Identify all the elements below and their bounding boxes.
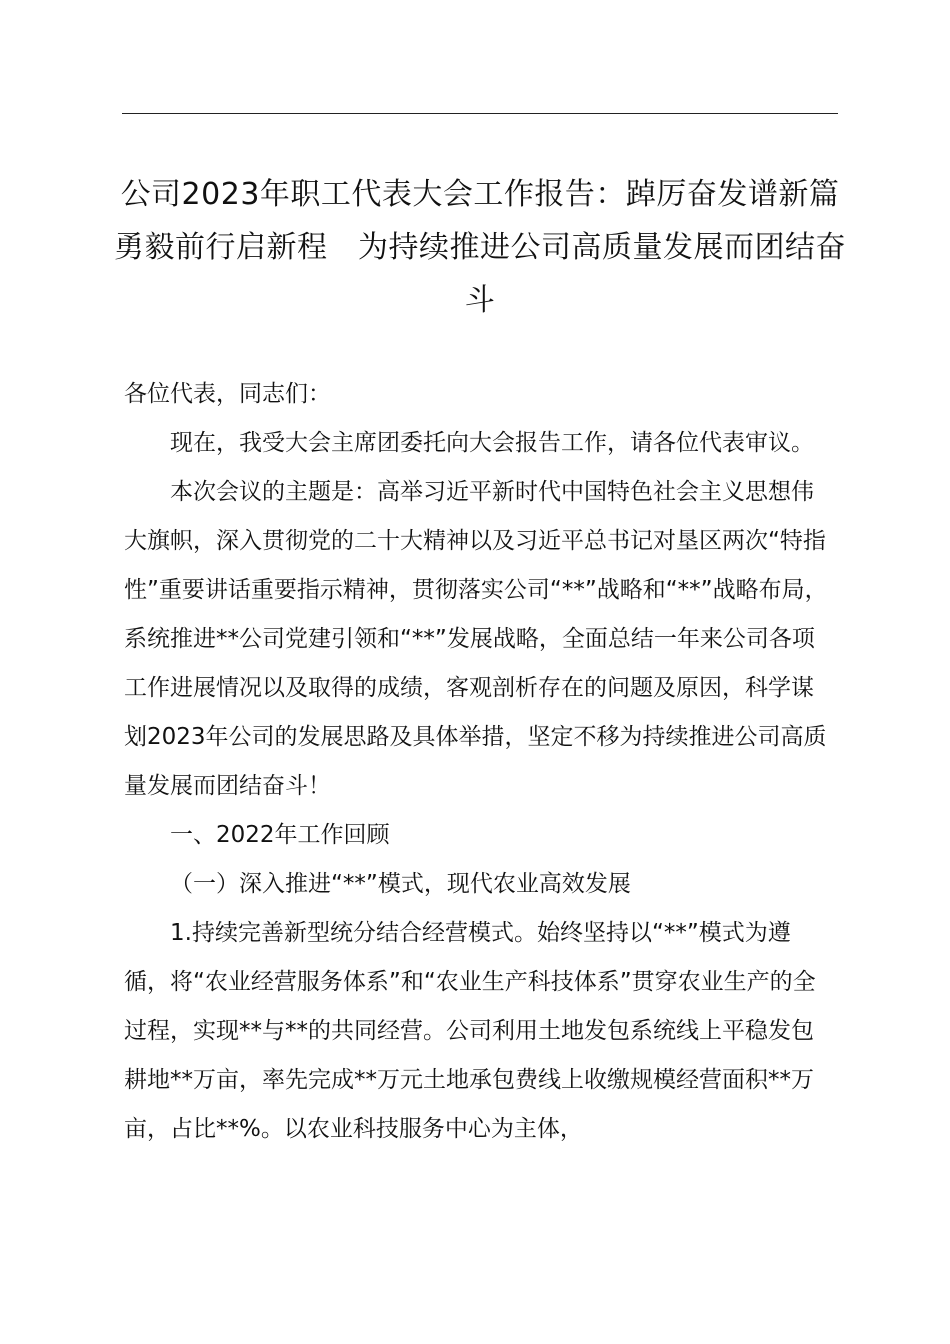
salutation: 各位代表，同志们： <box>124 381 331 407</box>
paragraph: 1.持续完善新型统分结合经营模式。始终坚持以“**”模式为遵循，将“农业经营服务体系”和“农业生产科技体系”贯穿农业生产的全过程，实现**与**的共同经营。公司利用土地发包系统线上平稳发包耕地**万亩，率先完成**万元土地承包费线上收缴规模经营面积**万亩，占比**%。以农业科技服务中心为主体， <box>124 920 816 1142</box>
header-rule <box>122 113 838 114</box>
document-body <box>124 370 836 1154</box>
paragraph: 本次会议的主题是：高举习近平新时代中国特色社会主义思想伟大旗帜，深入贯彻党的二十大精神以及习近平总书记对垦区两次“特指性”重要讲话重要指示精神，贯彻落实公司“**”战略和“**”战略布局，系统推进**公司党建引领和“**”发展战略，全面总结一年来公司各项工作进展情况以及取得的成绩，客观剖析存在的问题及原因，科学谋划2023年公司的发展思路及具体举措，坚定不移为持续推进公司高质量发展而团结奋斗！ <box>124 479 828 799</box>
subsection-heading: （一）深入推进“**”模式，现代农业高效发展 <box>170 871 631 897</box>
document-title: 公司2023年职工代表大会工作报告：踔厉奋发谱新篇 勇毅前行启新程 为持续推进公司高质量发展而团结奋斗 <box>114 177 846 318</box>
paragraph: 现在，我受大会主席团委托向大会报告工作，请各位代表审议。 <box>170 430 814 456</box>
section-heading: 一、2022年工作回顾 <box>170 822 390 848</box>
